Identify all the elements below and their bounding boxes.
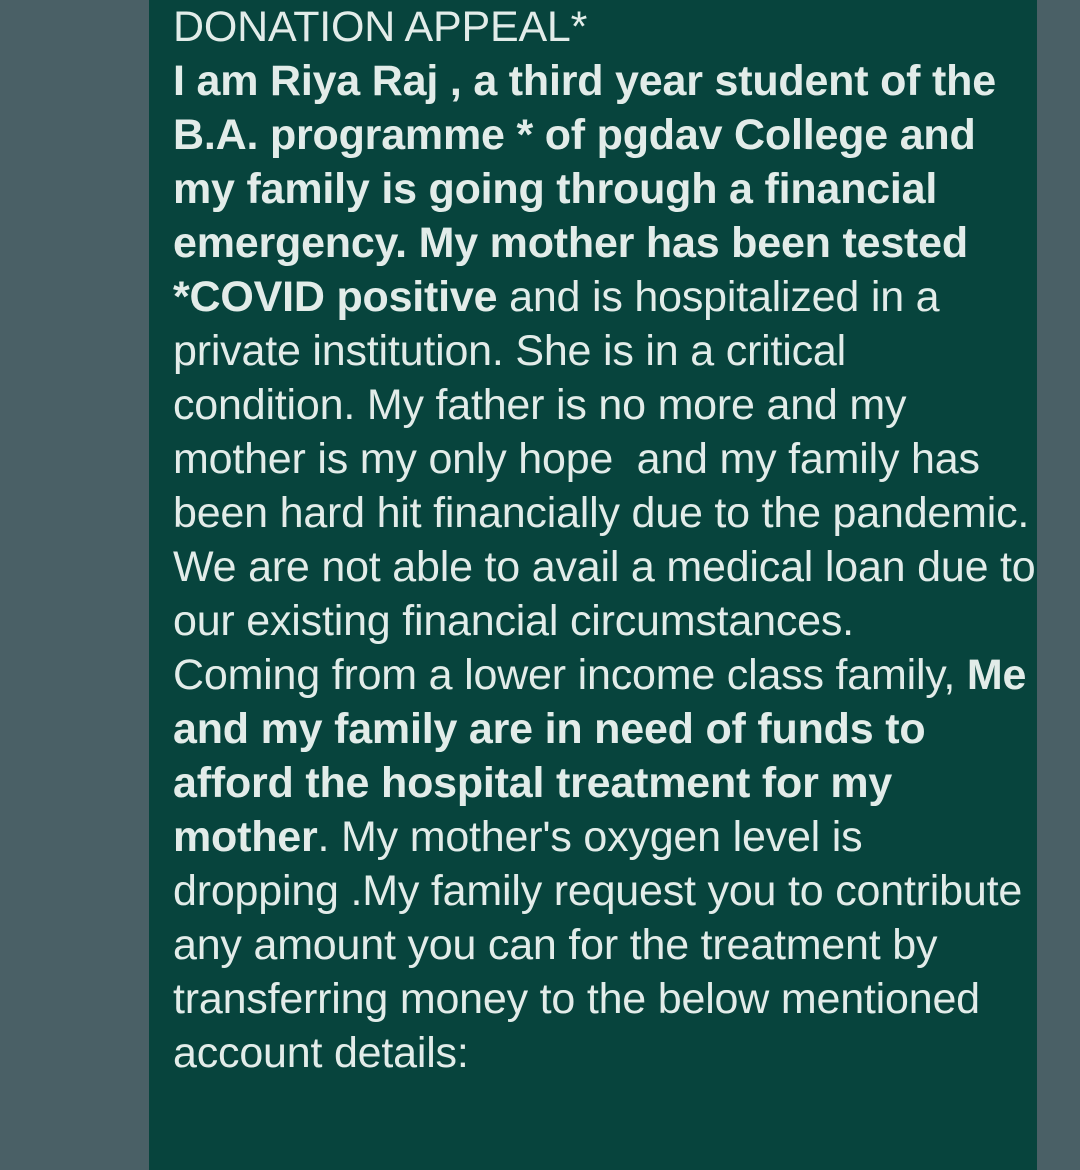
message-bold-need: Me and my family are in need of funds to afford the hospital treatment for my mother xyxy=(173,651,1038,861)
message-body-1: and is hospitalized in a private institution. She is in a critical condition. My father is no more and my mother is my only hope and my family has been hard hit financially due to the pandemic. We are not able to avail a medical loan due to our existing financial circumstances. xyxy=(173,273,1048,645)
message-bubble[interactable] xyxy=(149,0,1048,1170)
message-body-2-start: Coming from a lower income class family, xyxy=(173,651,967,699)
message-bold-intro: I am Riya Raj , a third year student of the B.A. programme * of pgdav College and my family is going through a financial emergency. My mother has been tested *COVID positive xyxy=(173,57,1008,321)
message-title: DONATION APPEAL* xyxy=(173,3,588,51)
message-text xyxy=(173,0,1048,1080)
message-body-2-end: . My mother's oxygen level is dropping .My family request you to contribute any amount you can for the treatment by transferring money to the below mentioned account details: xyxy=(173,813,1034,1077)
